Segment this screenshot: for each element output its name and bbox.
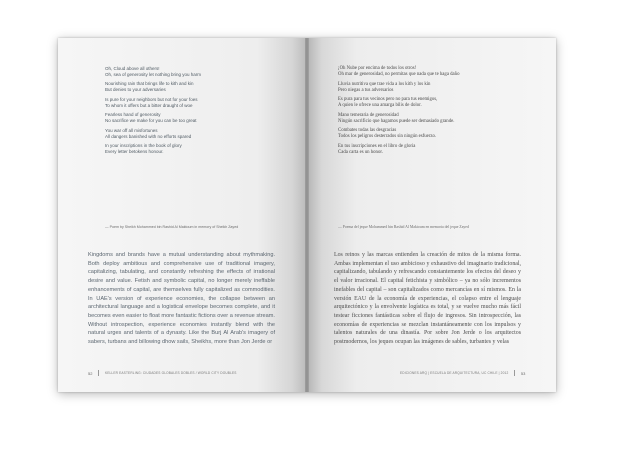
running-head: KELLER EASTERLING: CIUDADES GLOBALES DOBLES / WORLD CITY DOUBLES: [104, 371, 237, 375]
poem-line: Oh, Cloud above all others!: [105, 66, 160, 71]
poem-spanish: [338, 66, 556, 160]
book-spread: [58, 38, 556, 392]
poem-line: Nourishing rain that brings life to kith and kin: [105, 81, 194, 87]
poem-english: [105, 66, 307, 158]
poem-line: Cada carta es un honor.: [338, 149, 383, 155]
poem-line: Fearless hand of generosity: [105, 112, 161, 118]
poem-line: ¡Oh Nube por encima de todos los otros!: [338, 66, 417, 71]
body-paragraph-english: Kingdoms and brands have a mutual understanding about mythmaking. Both deploy ambitious and comprehensive use of traditional imagery, capitalizing, tabulating, and constantly refreshing the effects of irrational desire and value. Fetish and symbolic capital, no longer merely ineffable enhancements of capital, are themselves fully capitalized as commodities. In UAE's version of experience economies, the collapse between an architectural language and a logistical envelope becomes complete, and it becomes even easier to float more fantastic fictions over a revenue stream. Without introspection, experience economies instantly blend with the natural urges and talents of a dynasty. Like the Burj Al Arab's imagery of sabers, turbans and billowing dhow sails, Sheikhs, more than Jon Jerde or: [88, 252, 275, 346]
poem-stanza: [105, 97, 307, 109]
page-number: 52: [88, 370, 93, 376]
poem-stanza: [105, 81, 307, 93]
poem-line: Is pure for your neighbors but not for your foes: [105, 96, 198, 102]
book-gutter: [305, 38, 309, 392]
poem-line: Pero niegas a tus adversarios: [338, 87, 394, 93]
poem-stanza: [105, 143, 307, 155]
poem-line: Mano temeraria de generosidad: [338, 112, 399, 118]
right-page: [307, 38, 556, 392]
poem-line: Every letter betokens honour.: [105, 148, 164, 154]
poem-line: Ningún sacrificio que hagamos puede ser demasiado grande.: [338, 118, 455, 124]
poem-stanza: [338, 113, 556, 125]
poem-line: Combates todas las desgracias: [338, 128, 397, 134]
footer-divider: [514, 370, 515, 376]
poem-line: Todos los peligros desterrados sin ningún esfuerzo.: [338, 134, 437, 140]
poem-line: A quien le ofrece una amarga bilis de dolor.: [338, 103, 422, 109]
poem-stanza: [338, 128, 556, 140]
poem-line: Es pura para tus vecinos pero no para tus enemigos,: [338, 97, 438, 103]
poem-line: In your inscriptions in the book of glory: [105, 143, 182, 149]
poem-credit: — Poem by Sheikh Mohammed bin Rashid Al Maktoum in memory of Sheikh Zayed: [105, 225, 239, 229]
poem-line: No sacrifice we make for you can be too great: [105, 118, 197, 124]
page-footer: [88, 369, 237, 377]
body-paragraph-spanish: Los reinos y las marcas entienden la creación de mitos de la misma forma. Ambas implementan el uso ambicioso y exhaustivo del imaginario tradicional, capitalizando, tabulando y refrescando constantemente los efectos del deseo y el valor irracional. El capital fetichista y simbólico – ya no sólo incrementos inefables del capital – son capitalizados como mercancías en sí mismos. En la versión EAU de la economía de experiencias, el colapso entre el lenguaje arquitectónico y la envolvente logística es total, y se vuelve mucho más fácil testear ficciones fantásticas sobre el flujo de ingresos. Sin introspección, las economías de experiencias se mezclan instantáneamente con los impulsos y talentos naturales de una dinastía. Por sobre Jon Jerde o los arquitectos postmodernos, los jeques ocupan las imágenes de sables, turbantes y velas: [334, 252, 521, 346]
page-footer: [400, 369, 525, 377]
poem-line: All dangers banished with no efforts spared: [105, 133, 192, 139]
poem-line: But denies to your adversaries: [105, 87, 166, 93]
poem-stanza: [105, 66, 307, 78]
poem-stanza: [338, 66, 556, 78]
poem-line: Oh, sea of generosity let nothing bring you harm: [105, 71, 202, 77]
poem-line: Lluvia nutritiva que trae vida a los kith y los kin: [338, 81, 431, 87]
page-number: 53: [520, 370, 526, 376]
poem-line: En tus inscripciones en el libro de gloria: [338, 143, 416, 149]
poem-stanza: [338, 144, 556, 156]
left-page: [58, 38, 307, 392]
poem-stanza: [338, 97, 556, 109]
running-head: EDICIONES ARQ | ESCUELA DE ARQUITECTURA, UC CHILE | 2012: [400, 371, 509, 375]
poem-line: Oh mar de generosidad, no permitas que nada que te haga daño: [338, 72, 460, 77]
poem-stanza: [105, 128, 307, 140]
poem-line: To whom it offers but a bitter draught of woe: [105, 102, 193, 108]
footer-divider: [98, 370, 99, 376]
poem-stanza: [105, 112, 307, 124]
poem-line: You war off all misfortunes: [105, 127, 158, 133]
poem-stanza: [338, 82, 556, 94]
poem-credit: — Poema del jeque Mohammed bin Rashid Al Maktoum en memoria del jeque Zayed: [338, 225, 469, 229]
